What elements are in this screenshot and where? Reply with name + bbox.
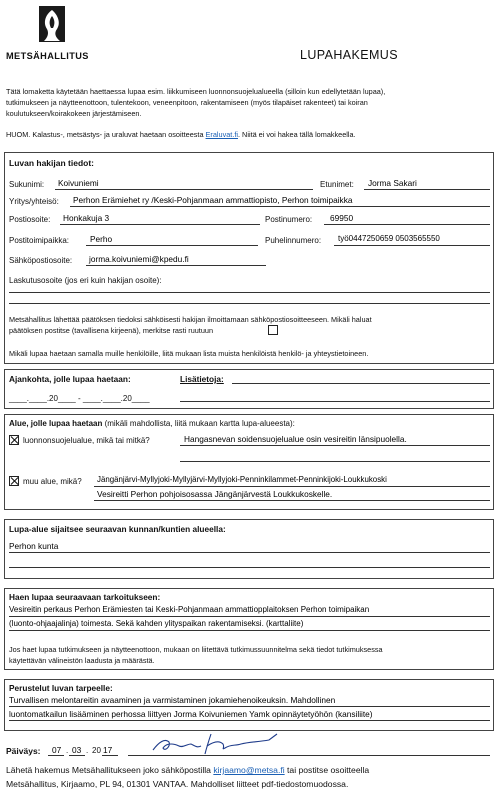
date-day[interactable]: 07 [52, 745, 62, 755]
date-label: Päiväys: [6, 746, 41, 756]
email-label: Sähköpostiosoite: [9, 256, 73, 265]
handwritten-signature [145, 728, 285, 760]
other-area-label: muu alue, mikä? [23, 477, 82, 486]
eraluvat-link[interactable]: Eraluvat.fi [205, 130, 238, 139]
firstnames-field[interactable]: Jorma Sakari [368, 178, 417, 188]
date-month[interactable]: 03 [72, 745, 82, 755]
decision-note-line: Metsähallitus lähettää päätöksen tiedoksi sähköisesti hakijan ilmoittamaan sähköpostiosoitteeseen. Mikäli haluat [9, 315, 372, 324]
date-year-underline [102, 755, 118, 756]
area-label [9, 419, 295, 429]
intro-text-line: Tätä lomaketta käytetään haettaessa lupaa esim. liikkumiseen luonnonsuojelualueella (silloin kun edellytetään lupaa), [6, 87, 386, 96]
company-label: Yritys/yhteisö: [9, 197, 59, 206]
footer-address: Metsähallitus, Kirjaamo, PL 94, 01301 VANTAA. Mahdolliset liitteet pdf-tiedostomuodossa. [6, 779, 349, 789]
firstnames-label: Etunimet: [320, 180, 354, 189]
municipality-label: Lupa-alue sijaitsee seuraavan kunnan/kuntien alueella: [9, 524, 226, 534]
billing-underline-2[interactable] [9, 303, 490, 304]
purpose-label: Haen lupaa seuraavaan tarkoitukseen: [9, 592, 161, 602]
others-note: Mikäli lupaa haetaan samalla muille henkilöille, liitä mukaan lista muista henkilöistä henkilö- ja yhteystietoineen. [9, 349, 369, 358]
date-day-underline [48, 755, 64, 756]
postcode-label: Postinumero: [265, 215, 313, 224]
date-year-prefix: 20 [92, 746, 101, 755]
address-field[interactable]: Honkakuja 3 [63, 213, 110, 223]
justification-field[interactable]: Turvallisen melontareitin avaaminen ja varmistaminen jokamiehenoikeuksin. Mahdollinen [9, 695, 336, 705]
municipality-underline-2[interactable] [9, 567, 490, 568]
address-underline [60, 224, 260, 225]
email-field[interactable]: jorma.koivuniemi@kpedu.fi [89, 254, 189, 264]
form-title: LUPAHAKEMUS [300, 48, 398, 62]
note-suffix: . Niitä ei voi hakea tällä lomakkeella. [238, 130, 356, 139]
justification-underline-2 [9, 720, 490, 721]
intro-text-line: tutkimukseen ja näytteenottoon, tulentekoon, veneenpitoon, rakentamiseen (myös tilapäiset rakenteet) tai koiran [6, 98, 368, 107]
municipality-field[interactable]: Perhon kunta [9, 541, 59, 551]
applicant-section-title: Luvan hakijan tiedot: [9, 158, 95, 168]
other-area-field-2[interactable]: Vesireitti Perhon pohjoisosassa Jängänjärvestä Loukkukoskelle. [97, 489, 333, 499]
other-area-underline-2 [94, 500, 490, 501]
footer-line [6, 764, 369, 776]
protected-area-checkbox[interactable] [9, 435, 19, 445]
purpose-field-2[interactable]: (luonto-ohjaajalinja) toimesta. Sekä kahden ylityspaikan rakentamiseksi. (karttaliite) [9, 619, 304, 628]
justification-underline [9, 706, 490, 707]
kirjaamo-email-link[interactable]: kirjaamo@metsa.fi [213, 765, 285, 775]
protected-area-underline-2[interactable] [180, 461, 490, 462]
protected-area-underline [180, 445, 490, 446]
purpose-underline [9, 616, 490, 617]
date-dot-2: . [86, 746, 89, 755]
other-area-checkbox[interactable] [9, 476, 19, 486]
note-line [6, 130, 356, 140]
area-label-bold: Alue, jolle lupaa haetaan [9, 419, 103, 428]
footer-suffix: tai postitse osoitteella [284, 765, 370, 775]
other-area-field[interactable]: Jängänjärvi-Myllyjoki-Myllyjärvi-Myllyjoki-Penninkilammet-Penninkijoki-Loukkukoski [97, 475, 387, 484]
city-label: Postitoimipaikka: [9, 236, 70, 245]
note-prefix: HUOM. Kalastus-, metsästys- ja uraluvat haetaan osoitteesta [6, 130, 206, 139]
surname-label: Sukunimi: [9, 180, 45, 189]
address-label: Postiosoite: [9, 215, 51, 224]
justification-field-2[interactable]: luontomatkailun lisääminen perhossa liittyen Jorma Koivuniemen Yamk opinnäytetyöhön (kansiliite) [9, 709, 373, 719]
surname-field[interactable]: Koivuniemi [58, 178, 99, 188]
billing-label: Laskutusosoite (jos eri kuin hakijan osoite): [9, 276, 162, 285]
city-underline [86, 245, 258, 246]
extra-info-label: Lisätietoja: [180, 374, 224, 384]
period-date-field[interactable]: ____.____.20____ - ____.____.20____ [9, 394, 150, 403]
date-dot-1: . [66, 746, 69, 755]
area-label-rest: (mikäli mahdollista, liitä mukaan kartta lupa-alueesta): [102, 419, 295, 428]
research-note-line: käytettävän välineistön laadusta ja määrästä. [9, 656, 155, 665]
postal-decision-checkbox[interactable] [268, 325, 278, 335]
phone-underline [334, 245, 490, 246]
decision-note-line: päätöksen postitse (tavallisena kirjeenä), merkitse rasti ruutuun [9, 326, 214, 335]
purpose-field[interactable]: Vesireitin perkaus Perhon Erämiesten tai Keski-Pohjanmaan ammattiopplaitoksen Perhon toimipaikan [9, 605, 370, 614]
phone-label: Puhelinnumero: [265, 236, 322, 245]
phone-field[interactable]: työ0447250659 0503565550 [338, 234, 440, 243]
postcode-field[interactable]: 69950 [330, 213, 354, 223]
research-note-line: Jos haet lupaa tutkimukseen ja näytteenottoon, mukaan on liitettävä tutkimussuunnitelma sekä tiedot tutkimuksessa [9, 645, 383, 654]
firstnames-underline [364, 189, 490, 190]
org-name: METSÄHALLITUS [6, 51, 89, 61]
purpose-underline-2 [9, 630, 490, 631]
company-underline [70, 206, 490, 207]
extra-info-underline-2[interactable] [180, 401, 490, 402]
footer-prefix: Lähetä hakemus Metsähallitukseen joko sähköpostilla [6, 765, 214, 775]
extra-info-underline-1[interactable] [232, 383, 490, 384]
other-area-underline [94, 486, 490, 487]
protected-area-label: luonnonsuojelualue, mikä tai mitkä? [23, 436, 150, 445]
date-month-underline [69, 755, 85, 756]
metsahallitus-logo [30, 6, 74, 46]
tree-logo-icon [30, 6, 74, 46]
justification-label: Perustelut luvan tarpeelle: [9, 683, 113, 693]
billing-underline-1[interactable] [9, 292, 490, 293]
period-label: Ajankohta, jolle lupaa haetaan: [9, 374, 131, 384]
intro-text-line: koulutukseen/koirakokeen järjestämiseen. [6, 109, 142, 118]
municipality-underline [9, 552, 490, 553]
email-underline [86, 265, 266, 266]
city-field[interactable]: Perho [90, 234, 113, 244]
postcode-underline [324, 224, 490, 225]
protected-area-field[interactable]: Hangasnevan soidensuojelualue osin vesireitin länsipuolella. [184, 434, 407, 444]
date-year[interactable]: 17 [103, 745, 113, 755]
surname-underline [55, 189, 313, 190]
company-field[interactable]: Perhon Erämiehet ry /Keski-Pohjanmaan ammattiopisto, Perhon toimipaikka [73, 195, 353, 205]
